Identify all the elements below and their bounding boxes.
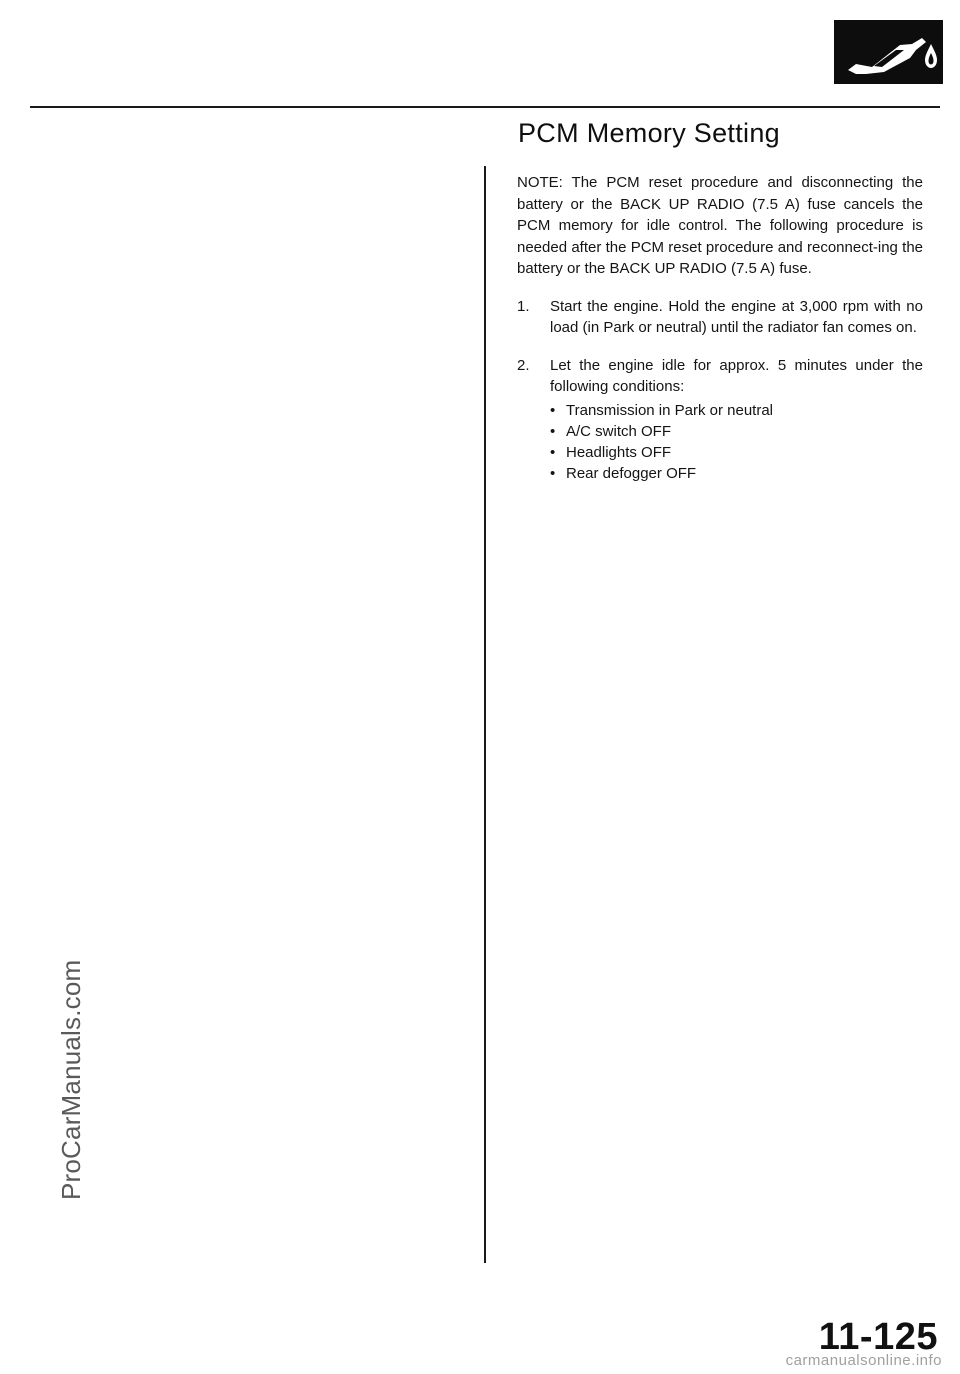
list-item: • Transmission in Park or neutral xyxy=(550,401,774,419)
column-divider xyxy=(484,166,486,1263)
procedure-content xyxy=(517,172,923,500)
step-1 xyxy=(517,296,923,339)
step-number: 2. xyxy=(517,356,530,374)
list-item: • A/C switch OFF xyxy=(550,422,672,440)
list-item-text: A/C switch OFF xyxy=(566,422,672,440)
page-number: 11-125 xyxy=(818,1316,938,1358)
list-item-text: Headlights OFF xyxy=(566,443,672,461)
list-item-text: Transmission in Park or neutral xyxy=(566,401,774,419)
list-item: • Rear defogger OFF xyxy=(550,464,697,482)
fuel-nozzle-icon xyxy=(834,20,943,84)
list-item-text: Rear defogger OFF xyxy=(566,464,697,482)
footer-source-link[interactable]: carmanualsonline.info xyxy=(785,1352,942,1369)
header-rule xyxy=(30,106,940,108)
conditions-list xyxy=(550,400,923,484)
watermark: ProCarManuals.com xyxy=(56,959,86,1200)
list-item: • Headlights OFF xyxy=(550,443,672,461)
note-paragraph: NOTE: The PCM reset procedure and disconnecting the battery or the BACK UP RADIO (7.5 A) fuse cancels the PCM memory for idle control. The following procedure is needed after the PCM reset procedure and reconnect-ing the battery or the BACK UP RADIO (7.5 A) fuse. xyxy=(517,174,923,277)
step-number: 1. xyxy=(517,297,530,315)
step-text: Start the engine. Hold the engine at 3,000 rpm with no load (in Park or neutral) until the radiator fan comes on. xyxy=(550,297,923,336)
step-2 xyxy=(517,355,923,484)
step-text: Let the engine idle for approx. 5 minutes under the following conditions: xyxy=(550,356,923,395)
page-title: PCM Memory Setting xyxy=(518,118,780,148)
